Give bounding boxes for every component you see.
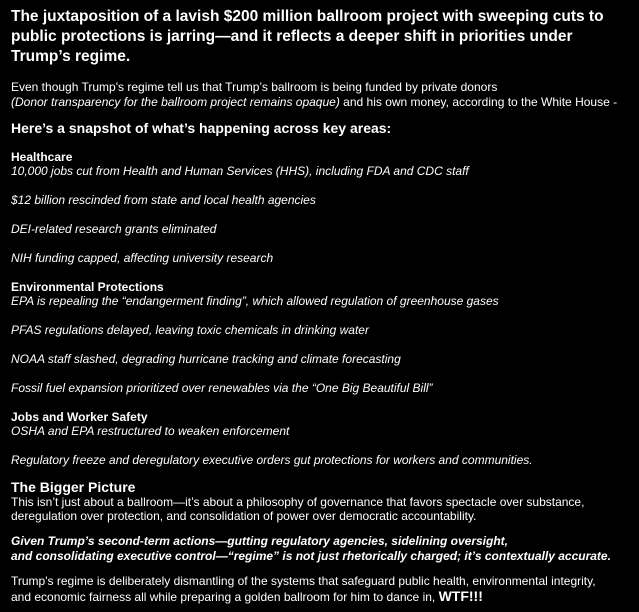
closing-line-2: and economic fairness all while preparing a golden ballroom for him to dance in, <box>11 590 439 604</box>
document <box>11 7 633 605</box>
section-heading: Jobs and Worker Safety <box>11 410 148 424</box>
headline <box>11 7 633 67</box>
section-heading: Environmental Protections <box>11 280 164 294</box>
list-item: $12 billion rescinded from state and local health agencies <box>11 193 316 207</box>
intro-paragraph <box>11 80 633 110</box>
list-item: PFAS regulations delayed, leaving toxic chemicals in drinking water <box>11 323 369 337</box>
list-item: NOAA staff slashed, degrading hurricane tracking and climate forecasting <box>11 352 401 366</box>
section-environmental-protections <box>11 280 633 395</box>
snapshot-heading: Here’s a snapshot of what’s happening across key areas: <box>11 120 392 136</box>
intro-italic-note: (Donor transparency for the ballroom project remains opaque) <box>11 95 340 109</box>
intro-line-2-rest: and his own money, according to the White House - <box>339 95 618 109</box>
list-item: Regulatory freeze and deregulatory executive orders gut protections for workers and communities. <box>11 453 533 467</box>
list-item: 10,000 jobs cut from Health and Human Services (HHS), including FDA and CDC staff <box>11 164 469 178</box>
list-item: EPA is repealing the “endangerment finding”, which allowed regulation of greenhouse gases <box>11 294 499 308</box>
list-item: DEI-related research grants eliminated <box>11 222 217 236</box>
section-jobs-worker-safety <box>11 410 633 467</box>
regime-emphasis-paragraph <box>11 534 633 564</box>
section-healthcare <box>11 150 633 265</box>
bigger-picture-line-2: deregulation over protection, and consolidation of power over democratic accountability. <box>11 509 477 523</box>
list-item: NIH funding capped, affecting university research <box>11 251 274 265</box>
bigger-picture-line-1: This isn’t just about a ballroom—it’s about a philosophy of governance that favors spectacle over substance, <box>11 495 585 509</box>
bigger-picture-paragraph <box>11 495 633 523</box>
emphasis-line-2: and consolidating executive control—“regime” is not just rhetorically charged; it’s contextually accurate. <box>11 549 611 563</box>
list-item: OSHA and EPA restructured to weaken enforcement <box>11 424 290 438</box>
intro-line-1: Even though Trump's regime tell us that Trump’s ballroom is being funded by private donors <box>11 80 498 94</box>
closing-paragraph <box>11 574 633 605</box>
emphasis-line-1: Given Trump’s second-term actions—gutting regulatory agencies, sidelining oversight, <box>11 534 508 548</box>
closing-line-1: Trump's regime is deliberately dismantling of the systems that safeguard public health, environmental integrity, <box>11 574 596 588</box>
bigger-picture-heading: The Bigger Picture <box>11 479 136 495</box>
list-item: Fossil fuel expansion prioritized over renewables via the “One Big Beautiful Bill” <box>11 381 433 395</box>
section-heading: Healthcare <box>11 150 73 164</box>
closing-exclamation: WTF!!! <box>438 588 483 604</box>
headline-line-1: The juxtaposition of a lavish $200 million ballroom project with sweeping cuts to <box>11 8 604 25</box>
headline-line-2: public protections is jarring—and it reflects a deeper shift in priorities under Trump’s regime. <box>11 28 573 65</box>
